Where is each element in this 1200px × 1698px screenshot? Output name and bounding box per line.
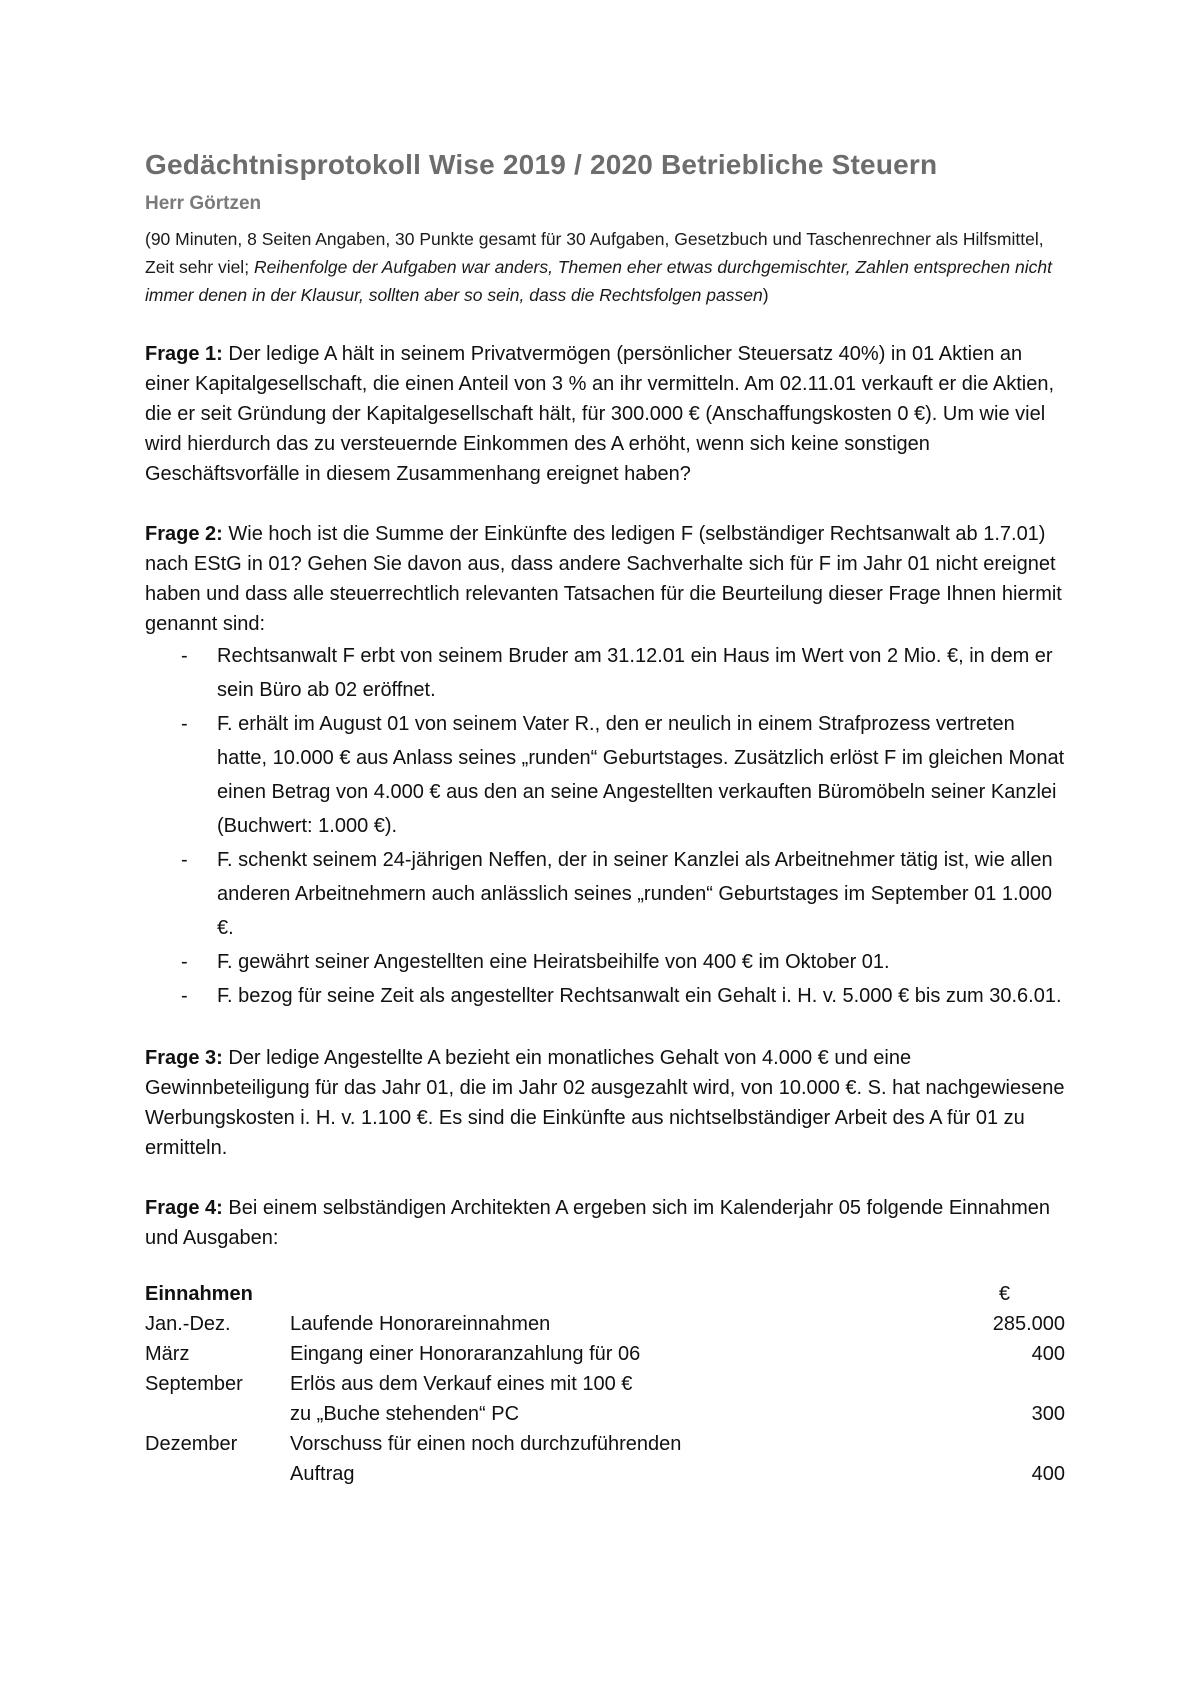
question-2 <box>145 519 1070 1013</box>
intro-italic: Reihenfolge der Aufgaben war anders, Themen eher etwas durchgemischter, Zahlen entsprechen nicht immer denen in der Klausur, sollten aber so sein, dass die Rechtsfolgen passen <box>145 257 1052 305</box>
row-description: Auftrag <box>290 1463 355 1485</box>
row-month: März <box>145 1343 190 1365</box>
table-header-label: Einnahmen <box>145 1283 253 1305</box>
fact-text: F. erhält im August 01 von seinem Vater R., den er neulich in einem Strafprozess vertreten hatte, 10.000 € aus Anlass seines „runden“ Geburtstages. Zusätzlich erlöst F im gleichen Monat einen Betrag von 4.000 € aus den an seine Angestellten verkauften Büromöbeln seiner Kanzlei (Buchwert: 1.000 €). <box>217 713 1065 837</box>
fact-text: Rechtsanwalt F erbt von seinem Bruder am 31.12.01 ein Haus im Wert von 2 Mio. €, in dem er sein Büro ab 02 eröffnet. <box>217 645 1053 701</box>
question-3-text: Der ledige Angestellte A bezieht ein monatliches Gehalt von 4.000 € und eine Gewinnbeteiligung für das Jahr 01, die im Jahr 02 ausgezahlt wird, von 10.000 €. S. hat nachgewiesene Werbungskosten i. H. v. 1.100 €. Es sind die Einkünfte aus nichtselbständiger Arbeit des A für 01 zu ermitteln. <box>145 1047 1065 1159</box>
question-1 <box>145 339 1070 489</box>
bullet-dash: - <box>181 951 188 973</box>
question-4-text: Bei einem selbständigen Architekten A ergeben sich im Kalenderjahr 05 folgende Einnahmen und Ausgaben: <box>145 1197 1051 1249</box>
row-amount <box>870 1369 1065 1399</box>
question-2-label: Frage 2: <box>145 523 223 545</box>
table-row <box>145 1399 1065 1429</box>
table-row <box>145 1339 1065 1369</box>
table-row <box>145 1309 1065 1339</box>
question-4-label: Frage 4: <box>145 1197 223 1219</box>
table-row <box>145 1369 1065 1399</box>
author-line: Herr Görtzen <box>145 193 262 214</box>
row-month: Jan.-Dez. <box>145 1313 231 1335</box>
row-description: zu „Buche stehenden“ PC <box>290 1403 520 1425</box>
question-1-label: Frage 1: <box>145 343 223 365</box>
row-month <box>145 1399 290 1429</box>
row-amount: 400 <box>1031 1463 1065 1485</box>
question-4 <box>145 1193 1070 1253</box>
fact-item <box>145 843 1070 945</box>
intro-close: ) <box>762 285 769 305</box>
question-3-label: Frage 3: <box>145 1047 223 1069</box>
fact-item <box>145 979 1070 1013</box>
question-2-facts <box>145 639 1070 1013</box>
table-header-currency: € <box>998 1283 1010 1305</box>
table-row <box>145 1459 1065 1489</box>
table-row <box>145 1429 1065 1459</box>
row-description: Vorschuss für einen noch durchzuführenden <box>290 1433 682 1455</box>
row-amount: 285.000 <box>992 1313 1065 1335</box>
bullet-dash: - <box>181 985 188 1007</box>
row-description: Erlös aus dem Verkauf eines mit 100 € <box>290 1373 633 1395</box>
row-month: September <box>145 1373 243 1395</box>
question-2-text: Wie hoch ist die Summe der Einkünfte des ledigen F (selbständiger Rechtsanwalt ab 1.7.01) nach EStG in 01? Gehen Sie davon aus, dass andere Sachverhalte sich für F im Jahr 01 nicht ereignet haben und dass alle steuerrechtlich relevanten Tatsachen für die Beurteilung dieser Frage Ihnen hiermit genannt sind: <box>145 523 1062 635</box>
income-table <box>145 1279 1065 1489</box>
bullet-dash: - <box>181 645 188 667</box>
fact-text: F. bezog für seine Zeit als angestellter Rechtsanwalt ein Gehalt i. H. v. 5.000 € bis zum 30.6.01. <box>217 985 1062 1007</box>
row-description: Eingang einer Honoraranzahlung für 06 <box>290 1343 641 1365</box>
row-amount: 300 <box>1031 1403 1065 1425</box>
table-header-row <box>145 1279 1065 1309</box>
row-amount <box>870 1429 1065 1459</box>
fact-item <box>145 639 1070 707</box>
row-amount: 400 <box>1031 1343 1065 1365</box>
row-month: Dezember <box>145 1433 238 1455</box>
question-3 <box>145 1043 1070 1163</box>
page-title: Gedächtnisprotokoll Wise 2019 / 2020 Betriebliche Steuern <box>145 149 938 180</box>
row-month <box>145 1459 290 1489</box>
intro-normal: (90 Minuten, 8 Seiten Angaben, 30 Punkte gesamt für 30 Aufgaben, Gesetzbuch und Taschenrechner als Hilfsmittel, Zeit sehr viel; <box>145 229 1044 277</box>
fact-text: F. gewährt seiner Angestellten eine Heiratsbeihilfe von 400 € im Oktober 01. <box>217 951 890 973</box>
bullet-dash: - <box>181 713 188 735</box>
intro-paragraph <box>145 225 1070 309</box>
fact-item <box>145 707 1070 843</box>
fact-text: F. schenkt seinem 24-jährigen Neffen, der in seiner Kanzlei als Arbeitnehmer tätig ist, wie allen anderen Arbeitnehmern auch anlässlich seines „runden“ Geburtstages im September 01 1.000 €. <box>217 849 1053 939</box>
row-description: Laufende Honorareinnahmen <box>290 1313 551 1335</box>
question-1-text: Der ledige A hält in seinem Privatvermögen (persönlicher Steuersatz 40%) in 01 Aktien an einer Kapitalgesellschaft, die einen Anteil von 3 % an ihr vermitteln. Am 02.11.01 verkauft er die Aktien, die er seit Gründung der Kapitalgesellschaft hält, für 300.000 € (Anschaffungskosten 0 €). Um wie viel wird hierdurch das zu versteuernde Einkommen des A erhöht, wenn sich keine sonstigen Geschäftsvorfälle in diesem Zusammenhang ereignet haben? <box>145 343 1055 485</box>
bullet-dash: - <box>181 849 188 871</box>
document-page <box>145 148 1070 1489</box>
fact-item <box>145 945 1070 979</box>
